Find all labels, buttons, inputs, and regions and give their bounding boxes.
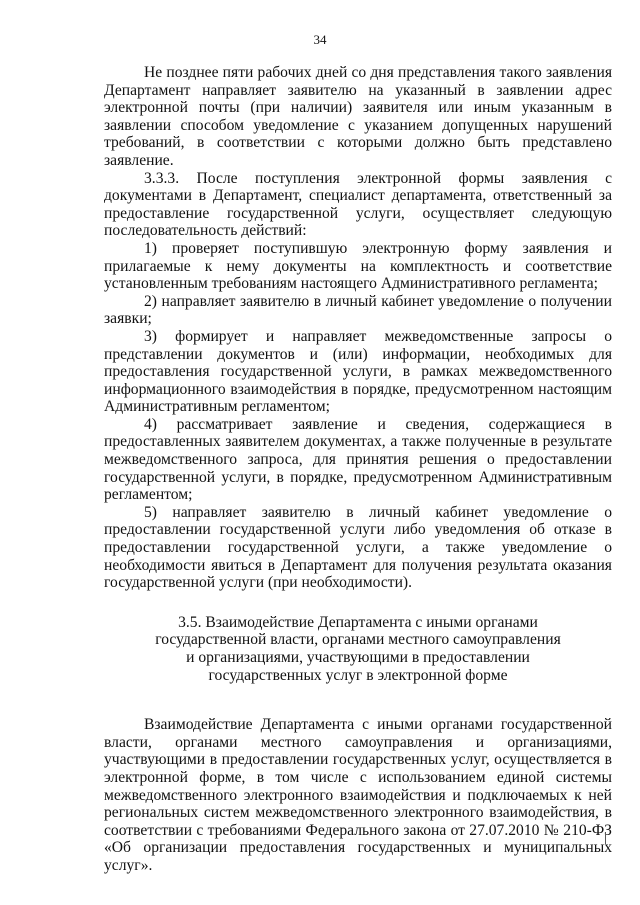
section-heading-line-2: государственной власти, органами местного самоуправления [155,631,561,649]
document-body [104,64,612,875]
page-number: 34 [313,32,327,47]
section-heading-line-4: государственных услуг в электронной форме [208,666,508,684]
section-heading-3-5 [104,614,612,684]
paragraph-3-3-3: 3.3.3. После поступления электронной формы заявления с документами в Департамент, специалист департамента, ответственный за предоставление государственной услуги, осуществляет следующую последовательность действий: [104,169,612,240]
list-item-4: 4) рассматривает заявление и сведения, содержащиеся в предоставленных заявителем документах, а также полученные в результате межведомственного запроса, для принятия решения о предоставлении государственной услуги, в порядке, предусмотренном Административным регламентом; [104,415,612,504]
list-item-1: 1) проверяет поступившую электронную форму заявления и прилагаемые к нему документы на комплектность и соответствие установленным требованиям настоящего Административного регламента; [104,239,612,293]
list-item-3: 3) формирует и направляет межведомственные запросы о представлении документов и (или) информации, необходимых для предоставления государственной услуги, в рамках межведомственного информационного взаимодействия в порядке, предусмотренном настоящим Административным регламентом; [104,327,612,416]
list-item-2: 2) направляет заявителю в личный кабинет уведомление о получении заявки; [104,292,612,328]
list-item-5: 5) направляет заявителю в личный кабинет уведомление о предоставлении государственной услуги либо уведомления об отказе в предоставлении государственной услуги, а также уведомление о необходимости явиться в Департамент для получения результата оказания государственной услуги (при необходимости). [104,503,612,592]
section-heading-line-3: и организациями, участвующими в предоставлении [186,649,530,666]
margin-mark [605,832,610,844]
section-heading-line-1: 3.5. Взаимодействие Департамента с иными органами [178,613,538,631]
paragraph-notification-deadline: Не позднее пяти рабочих дней со дня представления такого заявления Департамент направляет заявителю на указанный в заявлении адрес электронной почты (при наличии) заявителя или иным указанным в заявлении способом уведомление с указанием допущенных нарушений требований, в соответствии с которыми должно быть представлено заявление. [104,64,612,169]
paragraph-interaction: Взаимодействие Департамента с иными органами государственной власти, органами местного самоуправления и организациями, участвующими в предоставлении государственных услуг, осуществляется в электронной форме, в том числе с использованием единой системы межведомственного электронного взаимодействия и подключаемых к ней региональных систем межведомственного электронного взаимодействия, в соответствии с требованиями Федерального закона от 27.07.2010 № 210-ФЗ «Об организации предоставления государственных и муниципальных услуг». [104,716,612,874]
